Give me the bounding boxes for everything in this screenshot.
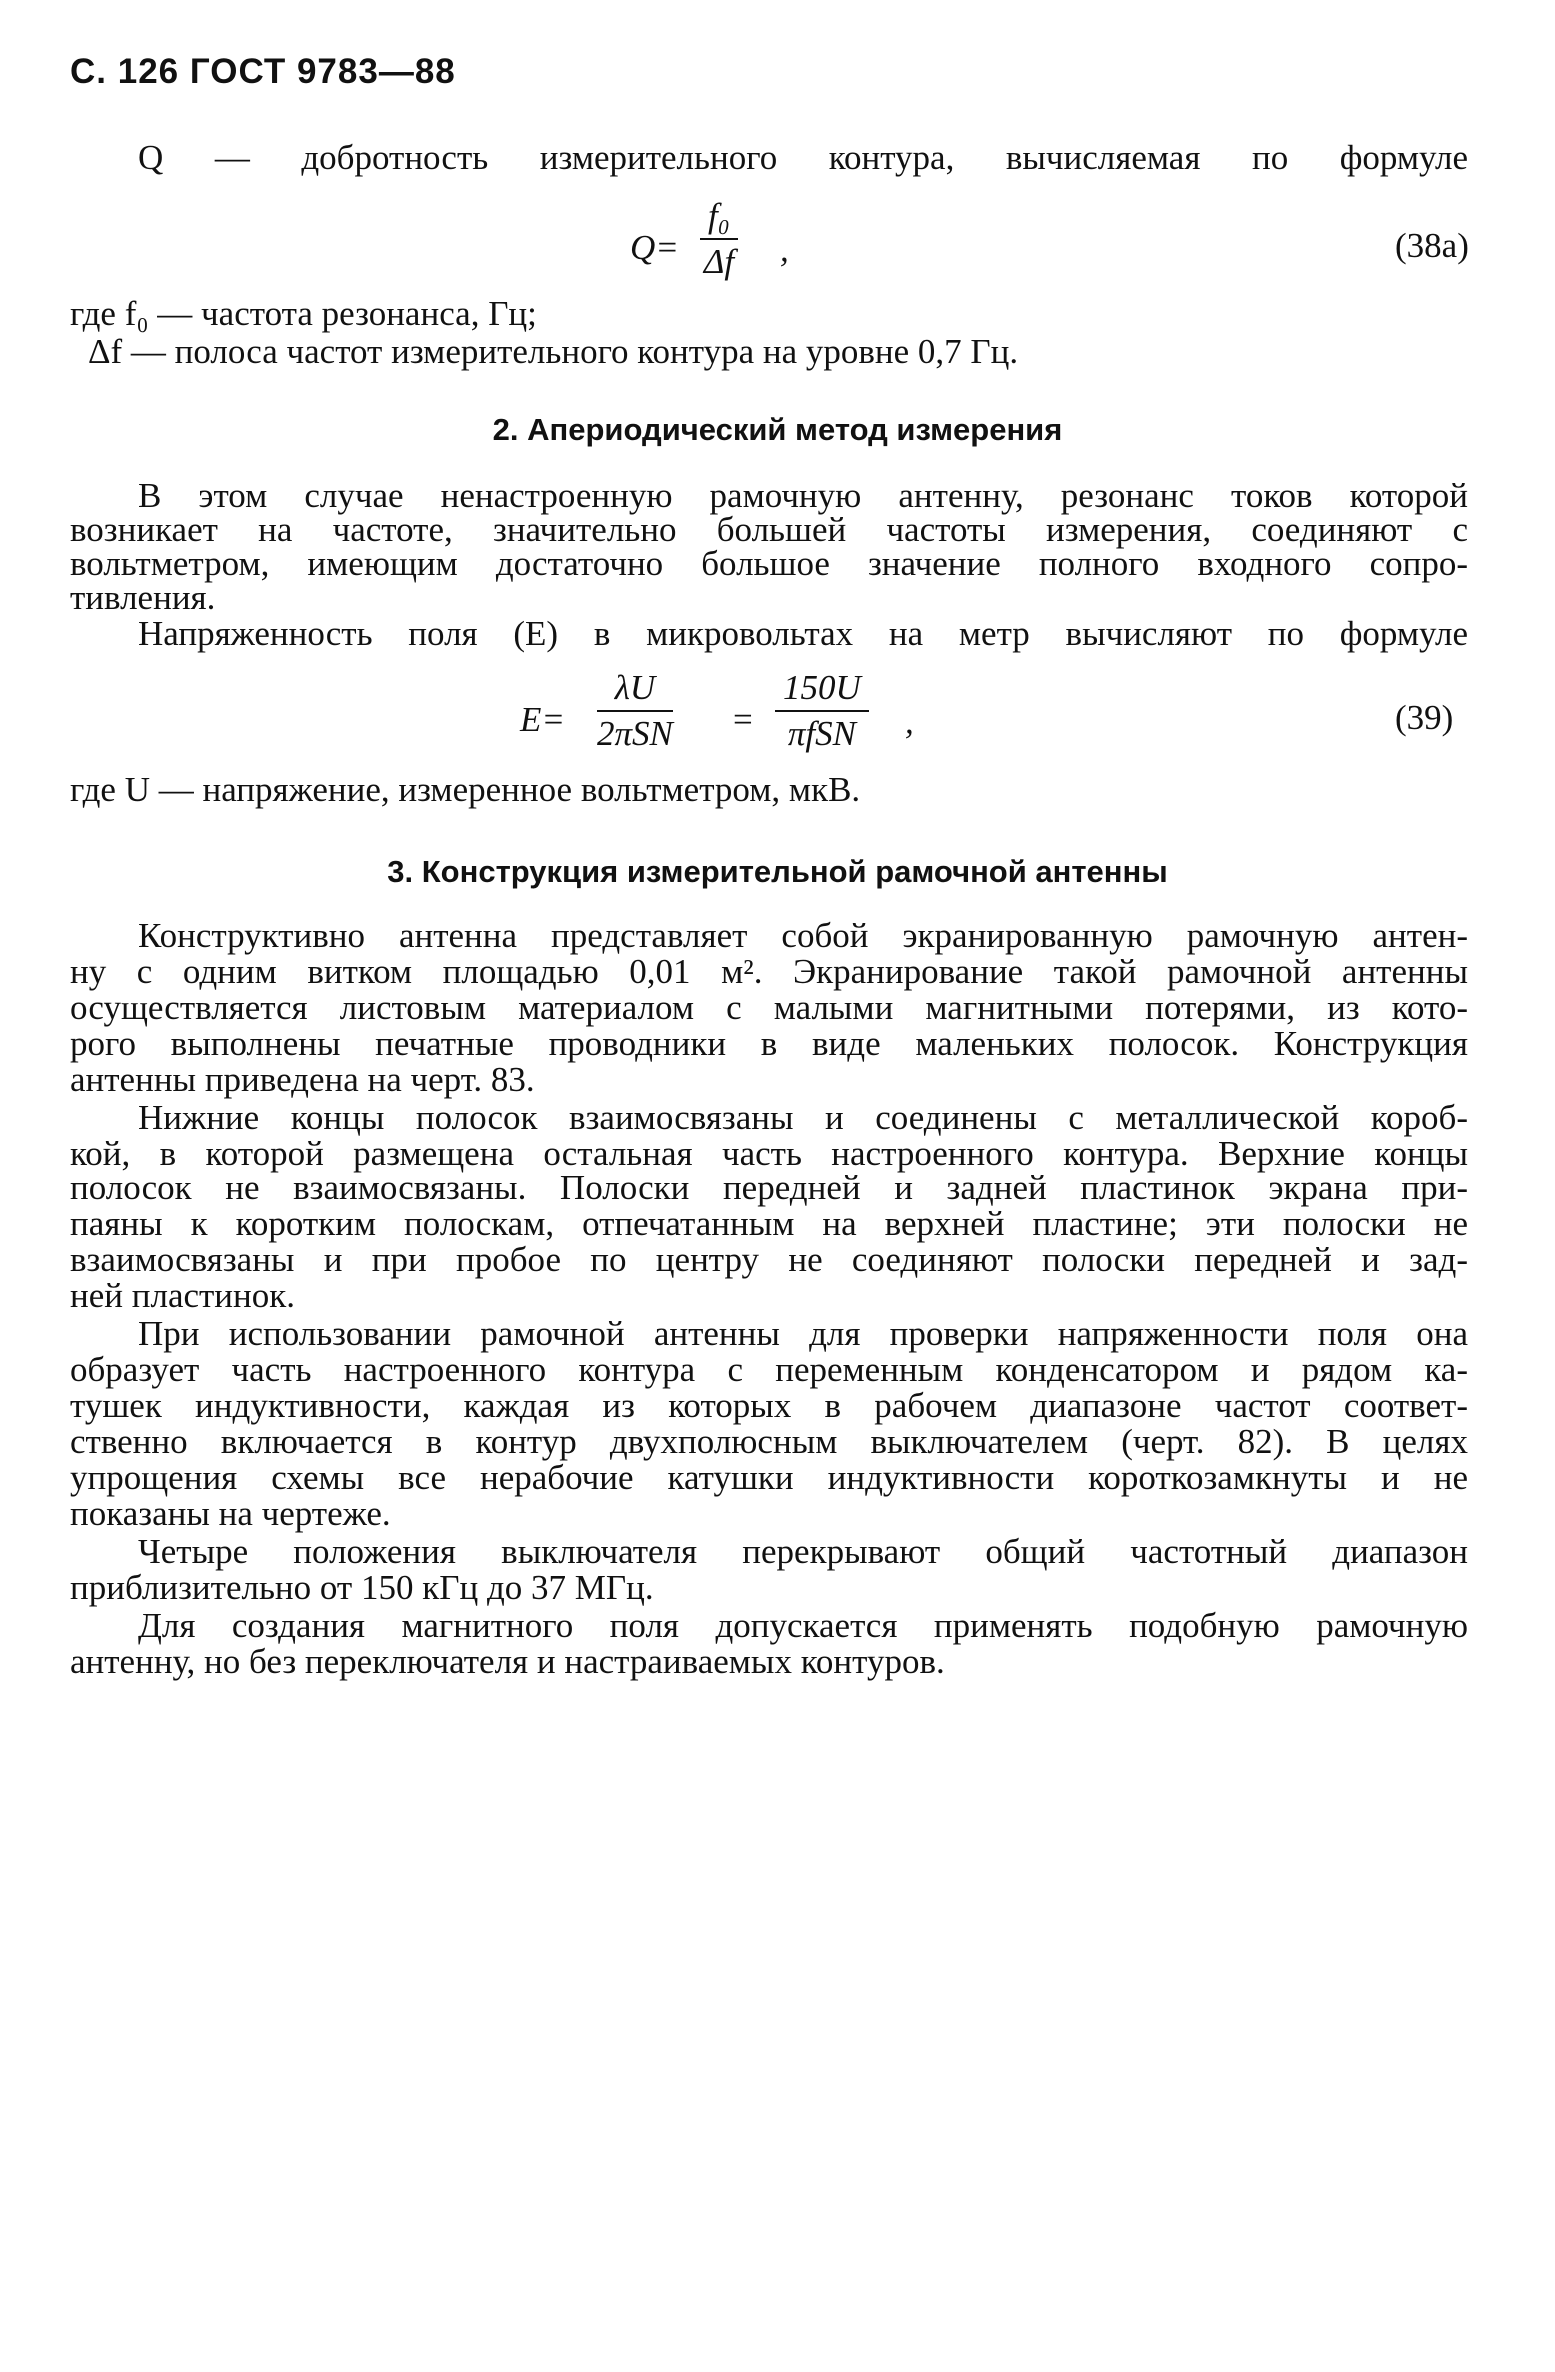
paragraph-line: Для создания магнитного поля допускается применять подобную рамочную — [138, 1606, 1468, 1645]
paragraph-line: Нижние концы полосок взаимосвязаны и соединены с металлической короб- — [138, 1098, 1468, 1137]
formula-39-numerator-1: λU — [597, 668, 673, 712]
paragraph-line: ственно включается в контур двухполюсным выключателем (черт. 82). В целях — [70, 1422, 1468, 1461]
paragraph-line: упрощения схемы все нерабочие катушки индуктивности короткозамкнуты и не — [70, 1458, 1468, 1497]
page-header: С. 126 ГОСТ 9783—88 — [70, 52, 456, 91]
equation-number-39: (39) — [1395, 698, 1454, 737]
paragraph-line: образует часть настроенного контура с переменным конденсатором и рядом ка- — [70, 1350, 1468, 1389]
where-u-line: где U — напряжение, измеренное вольтметром, мкВ. — [70, 770, 861, 809]
formula-39-denominator-2: πfSN — [787, 714, 856, 753]
formula-39-comma: , — [905, 702, 914, 741]
paragraph-line: антенну, но без переключателя и настраиваемых контуров. — [70, 1642, 945, 1681]
formula-39-fraction-1 — [597, 668, 673, 754]
formula-39-lhs: E= — [520, 700, 565, 739]
paragraph-line: ней пластинок. — [70, 1276, 296, 1315]
formula-38a-denominator: Δf — [703, 242, 735, 281]
formula-38a-fraction — [700, 196, 738, 282]
paragraph-line: осуществляется листовым материалом с малыми магнитными потерями, из кото- — [70, 988, 1468, 1027]
paragraph-line: тушек индуктивности, каждая из которых в рабочем диапазоне частот соответ- — [70, 1386, 1468, 1425]
paragraph-line: ну с одним витком площадью 0,01 м². Экранирование такой рамочной антенны — [70, 952, 1468, 991]
formula-39-fraction-2 — [775, 668, 869, 754]
paragraph-line: тивления. — [70, 578, 216, 617]
where-delta-f-line: Δf — полоса частот измерительного контура на уровне 0,7 Гц. — [88, 332, 1019, 371]
paragraph-line: паяны к коротким полоскам, отпечатанным на верхней пластине; эти полоски не — [70, 1204, 1468, 1243]
paragraph-line: Конструктивно антенна представляет собой экранированную рамочную антен- — [138, 916, 1468, 955]
paragraph-line: Четыре положения выключателя перекрывают общий частотный диапазон — [138, 1532, 1468, 1571]
paragraph-line: антенны приведена на черт. 83. — [70, 1060, 535, 1099]
where-f0-line: где f₀ — частота резонанса, Гц; — [70, 294, 537, 333]
paragraph-line: возникает на частоте, значительно большей частоты измерения, соединяют с — [70, 510, 1468, 549]
paragraph-line: кой, в которой размещена остальная часть настроенного контура. Верхние концы — [70, 1134, 1468, 1173]
formula-39-numerator-2: 150U — [775, 668, 869, 712]
q-definition-line: Q — добротность измерительного контура, вычисляемая по формуле — [138, 138, 1468, 177]
section-2-heading: 2. Апериодический метод измерения — [492, 412, 1063, 447]
paragraph-line: В этом случае ненастроенную рамочную антенну, резонанс токов которой — [138, 476, 1468, 515]
section-3-heading: 3. Конструкция измерительной рамочной антенны — [387, 854, 1168, 889]
paragraph-line: полосок не взаимосвязаны. Полоски передней и задней пластинок экрана при- — [70, 1168, 1468, 1207]
paragraph-line: показаны на чертеже. — [70, 1494, 391, 1533]
formula-38a-comma: , — [780, 230, 789, 269]
paragraph-line: взаимосвязаны и при пробое по центру не соединяют полоски передней и зад- — [70, 1240, 1468, 1279]
paragraph-line: рого выполнены печатные проводники в виде маленьких полосок. Конструкция — [70, 1024, 1468, 1063]
paragraph-line: приблизительно от 150 кГц до 37 МГц. — [70, 1568, 654, 1607]
paragraph-line: При использовании рамочной антенны для проверки напряженности поля она — [138, 1314, 1468, 1353]
formula-39-equals: = — [733, 700, 753, 739]
equation-number-38a: (38а) — [1395, 226, 1469, 265]
paragraph-line: Напряженность поля (E) в микровольтах на метр вычисляют по формуле — [138, 614, 1468, 653]
paragraph-line: вольтметром, имеющим достаточно большое значение полного входного сопро- — [70, 544, 1468, 583]
formula-39-denominator-1: 2πSN — [597, 714, 673, 753]
formula-38a-numerator: f₀ — [700, 196, 738, 240]
formula-38a-lhs: Q= — [630, 228, 679, 267]
